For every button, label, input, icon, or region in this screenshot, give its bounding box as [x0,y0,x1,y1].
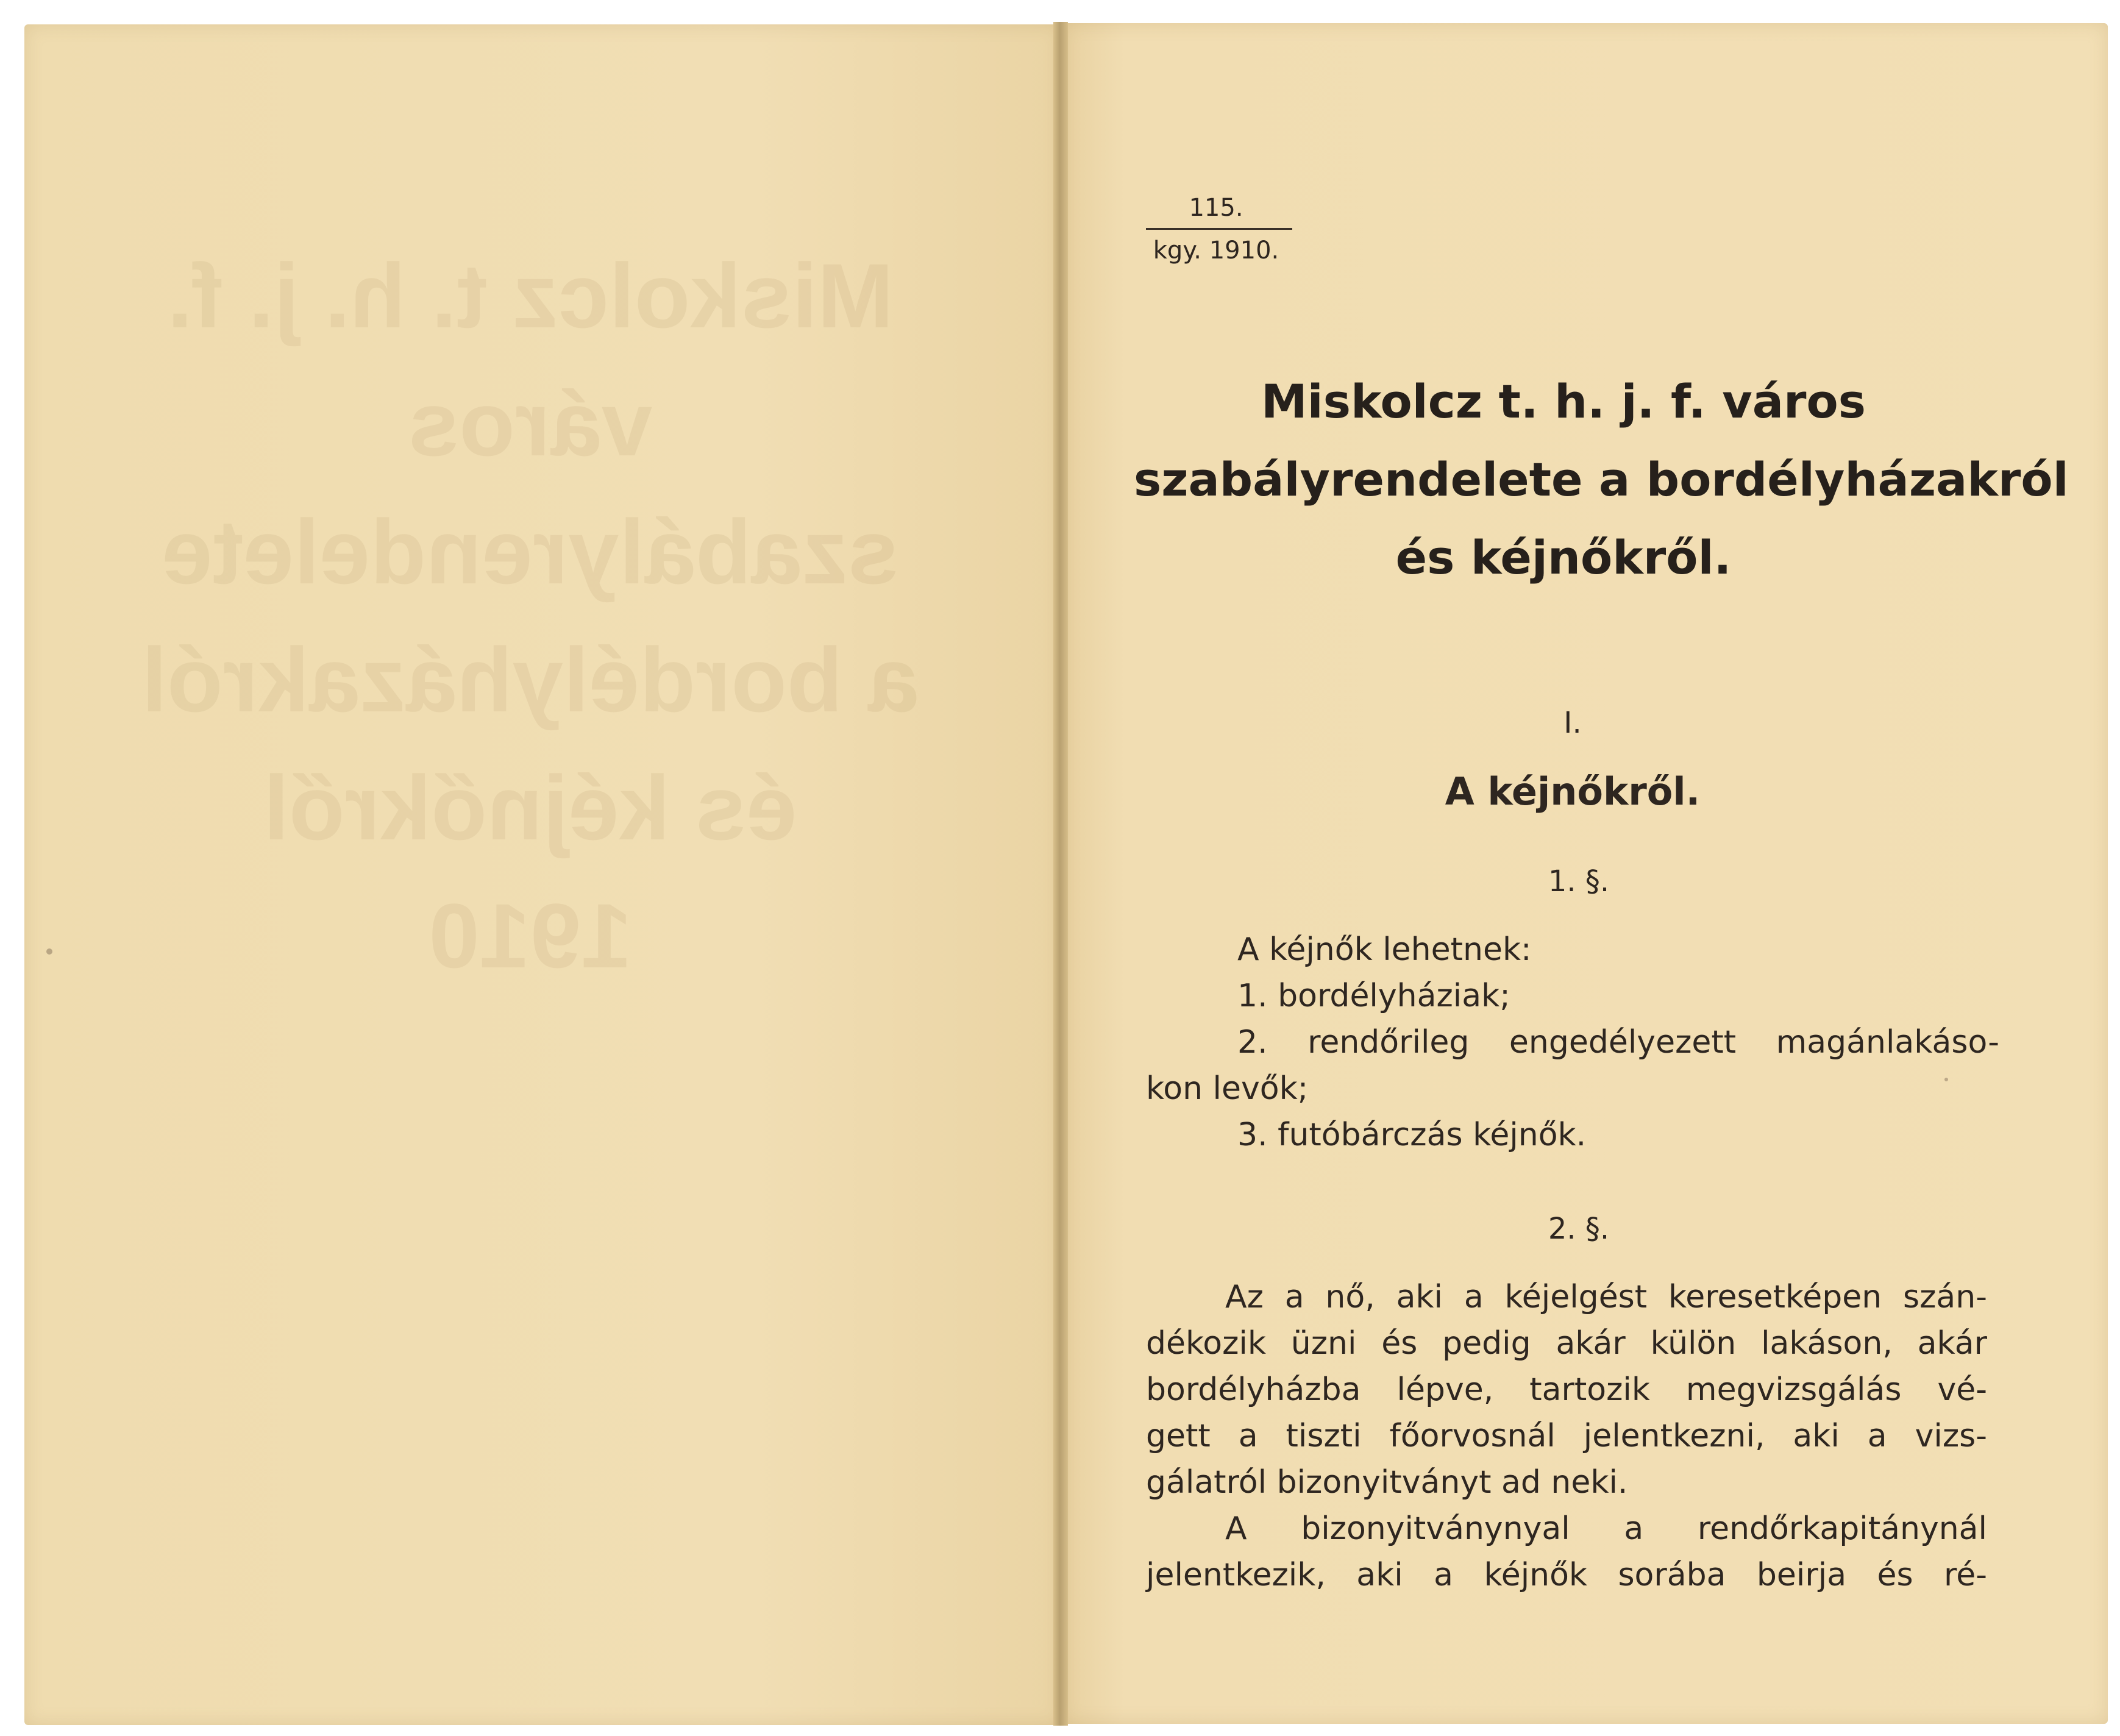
show-through-text [134,232,927,1000]
book-gutter [1053,22,1068,1726]
meeting-reference: kgy. 1910. [1153,237,1279,265]
section-number: I. [1563,706,1582,740]
reference-rule [1146,228,1292,230]
show-through-line: szabályrendelete [162,500,899,603]
document-number: 115. [1189,194,1243,222]
paragraph-2-heading: 2. §. [1548,1212,1610,1246]
paragraph-2-line: A bizonyitványnyal a rendőrkapitánynál [1225,1510,1987,1547]
paragraph-1-line: A kéjnők lehetnek: [1237,931,1532,968]
show-through-line: a bordélyházakról [141,628,919,731]
paper-speck [1944,1078,1948,1081]
paragraph-1-line: 3. futóbárczás kéjnők. [1237,1117,1587,1153]
paragraph-1-line: kon levők; [1146,1070,1309,1107]
show-through-line: 1910 [429,884,632,987]
paragraph-1-heading: 1. §. [1548,864,1610,898]
title-line: és kéjnőkről. [1395,530,1732,585]
paragraph-1-line: 2. rendőrileg engedélyezett magánlakáso- [1237,1024,1999,1061]
paragraph-2-line: jelentkezik, aki a kéjnők sorába beirja és ré- [1146,1557,1987,1593]
paragraph-2-line: gálatról bizonyitványt ad neki. [1146,1464,1628,1501]
document-title [1134,363,2069,597]
paragraph-2-line: gett a tiszti főorvosnál jelentkezni, aki a vizs- [1146,1418,1987,1454]
show-through-line: és kéjnőkről [263,756,797,859]
title-line: szabályrendelete a bordélyházakról [1134,452,2069,507]
paragraph-1-line: 1. bordélyháziak; [1237,978,1510,1014]
paragraph-2-line: bordélyházba lépve, tartozik megvizsgálás vé- [1146,1371,1987,1408]
paragraph-2-line: Az a nő, aki a kéjelgést keresetképen szán- [1225,1279,1987,1315]
show-through-line: Miskolcz t. h. j. f. város [167,244,894,475]
title-line: Miskolcz t. h. j. f. város [1261,374,1866,429]
section-title: A kéjnőkről. [1445,769,1701,814]
paper-speck [46,948,52,955]
paragraph-2-line: dékozik üzni és pedig akár külön lakáson, akár [1146,1325,1987,1362]
